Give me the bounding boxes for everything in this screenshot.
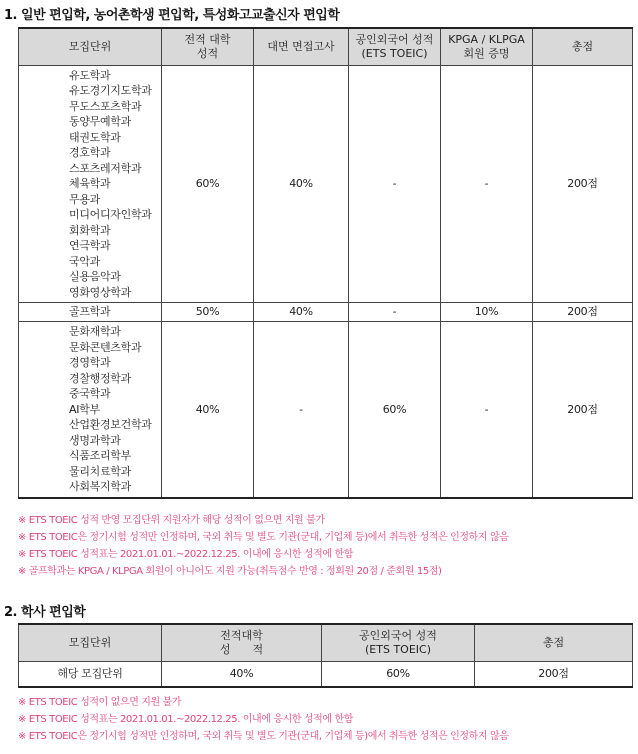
section1-title: 1. 일반 편입학, 농어촌학생 편입학, 특성화고교출신자 편입학 xyxy=(4,8,340,23)
section1-notes xyxy=(18,512,508,580)
dept-item: 연극학과 xyxy=(69,239,111,252)
cell-grade: 40% xyxy=(162,661,322,687)
header-toeic xyxy=(322,624,475,661)
section2-table xyxy=(18,623,633,688)
dept-item: 영화영상학과 xyxy=(69,285,131,299)
cell-kpga: - xyxy=(441,65,533,303)
header-kpga-line2: 회원 증명 xyxy=(463,46,510,60)
dept-item: 경찰행정학과 xyxy=(69,371,131,385)
section1-header-row xyxy=(19,28,633,65)
dept-item: 체육학과 xyxy=(69,177,111,190)
cell-interview: 40% xyxy=(254,303,349,322)
section1-table xyxy=(18,27,633,499)
dept-item: 중국학과 xyxy=(69,387,111,400)
dept-item: 실용음악과 xyxy=(69,270,121,283)
cell-toeic: - xyxy=(349,65,441,303)
header-unit: 모집단위 xyxy=(19,624,162,661)
note-item: ※ ETS TOEIC 성적이 없으면 지원 불가 xyxy=(18,697,182,708)
cell-kpga: - xyxy=(441,322,533,498)
dept-item: 무도스포츠학과 xyxy=(69,99,142,113)
dept-list-group3 xyxy=(19,322,162,498)
cell-total: 200점 xyxy=(533,65,633,303)
dept-item: 생명과학과 xyxy=(69,433,121,447)
dept-item: 식품조리학부 xyxy=(69,449,131,462)
cell-grade: 60% xyxy=(162,65,254,303)
dept-item: AI학부 xyxy=(69,402,100,416)
dept-item: 미디어디자인학과 xyxy=(69,208,152,221)
dept-item: 사회복지학과 xyxy=(69,480,131,493)
header-kpga-line1: KPGA / KLPGA xyxy=(448,32,525,46)
dept-item: 무용과 xyxy=(69,192,100,206)
note-item: ※ ETS TOEIC 성적표는 2021.01.01.~2022.12.25. 이내에 응시한 성적에 한함 xyxy=(18,714,353,725)
cell-total: 200점 xyxy=(475,661,633,687)
header-grade-line2: 성 적 xyxy=(219,642,264,656)
cell-total: 200점 xyxy=(533,322,633,498)
note-item: ※ ETS TOEIC 성적 반영 모집단위 지원자가 해당 성적이 없으면 지원 불가 xyxy=(18,515,325,526)
dept-list-group1 xyxy=(19,65,162,303)
dept-item: 문화콘텐츠학과 xyxy=(69,340,142,354)
cell-toeic: 60% xyxy=(349,322,441,498)
cell-kpga: 10% xyxy=(441,303,533,322)
dept-item: 유도경기지도학과 xyxy=(69,84,152,97)
cell-unit: 해당 모집단위 xyxy=(19,661,162,687)
cell-grade: 40% xyxy=(162,322,254,498)
dept-item: 회화학과 xyxy=(69,223,111,237)
note-item: ※ ETS TOEIC 성적표는 2021.01.01.~2022.12.25. 이내에 응시한 성적에 한함 xyxy=(18,549,353,560)
dept-item: 스포츠레저학과 xyxy=(69,161,142,175)
header-toeic-line1: 공인외국어 성적 xyxy=(359,628,437,642)
dept-item: 경호학과 xyxy=(69,146,111,159)
header-toeic-line2: (ETS TOEIC) xyxy=(365,642,431,656)
header-grade xyxy=(162,28,254,65)
dept-list-group2 xyxy=(19,303,162,322)
note-item: ※ ETS TOEIC은 정기시험 성적만 인정하며, 국외 취득 및 별도 기관(군대, 기업체 등)에서 취득한 성적은 인정하지 않음 xyxy=(18,731,509,742)
header-toeic-line2: (ETS TOEIC) xyxy=(361,46,428,60)
dept-item: 산업환경보건학과 xyxy=(69,418,152,431)
cell-toeic: 60% xyxy=(322,661,475,687)
table-row xyxy=(19,65,633,303)
header-total: 총점 xyxy=(475,624,633,661)
dept-item: 국악과 xyxy=(69,254,100,268)
section2-title: 2. 학사 편입학 xyxy=(4,605,86,620)
cell-interview: - xyxy=(254,322,349,498)
section2-header-row xyxy=(19,624,633,661)
header-total: 총점 xyxy=(533,28,633,65)
cell-total: 200점 xyxy=(533,303,633,322)
table-row xyxy=(19,661,633,687)
header-toeic-line1: 공인외국어 성적 xyxy=(355,32,434,46)
header-unit: 모집단위 xyxy=(19,28,162,65)
note-item: ※ ETS TOEIC은 정기시험 성적만 인정하며, 국외 취득 및 별도 기관(군대, 기업체 등)에서 취득한 성적은 인정하지 않음 xyxy=(18,532,509,543)
dept-item: 골프학과 xyxy=(69,305,111,319)
header-grade-line1: 전적 대학 xyxy=(184,32,231,46)
dept-item: 태권도학과 xyxy=(69,130,121,144)
dept-item: 물리치료학과 xyxy=(69,464,131,478)
header-grade-line2: 성적 xyxy=(196,46,219,60)
cell-interview: 40% xyxy=(254,65,349,303)
header-kpga xyxy=(441,28,533,65)
table-row xyxy=(19,322,633,498)
note-item: ※ 골프학과는 KPGA / KLPGA 회원이 아니어도 지원 가능(취득점수 반영 : 정회원 20점 / 준회원 15점) xyxy=(18,566,442,577)
header-interview: 대면 면접고사 xyxy=(254,28,349,65)
dept-item: 문화재학과 xyxy=(69,325,121,338)
table-row xyxy=(19,303,633,322)
header-grade xyxy=(162,624,322,661)
section2-notes xyxy=(18,694,508,745)
dept-item: 경영학과 xyxy=(69,356,111,369)
header-grade-line1: 전적대학 xyxy=(220,628,263,642)
cell-toeic: - xyxy=(349,303,441,322)
dept-item: 유도학과 xyxy=(69,68,111,82)
cell-grade: 50% xyxy=(162,303,254,322)
dept-item: 동양무예학과 xyxy=(69,115,131,128)
header-toeic xyxy=(349,28,441,65)
